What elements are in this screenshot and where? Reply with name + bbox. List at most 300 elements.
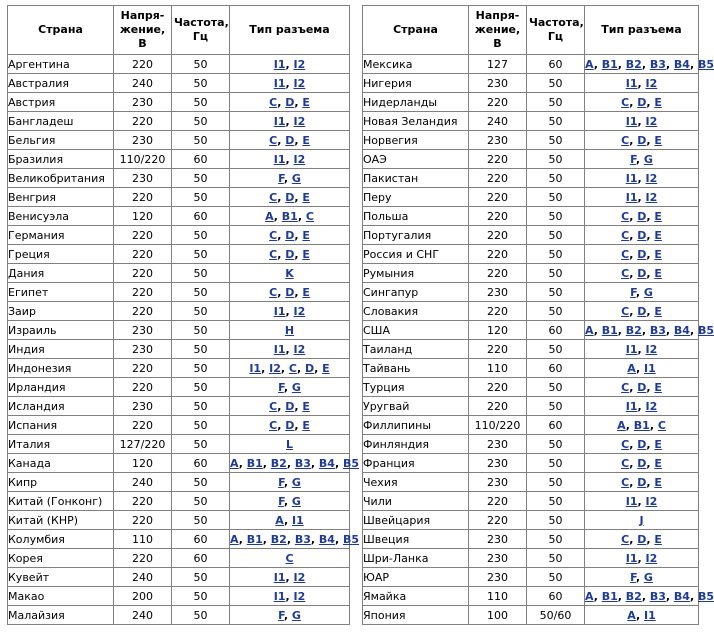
plug-type-link[interactable]: C (269, 285, 278, 299)
country-cell: Румыния (363, 264, 469, 283)
plug-type-link[interactable]: E (302, 399, 310, 413)
voltage-cell: 220 (469, 150, 527, 169)
plug-types-cell: F, G (230, 492, 350, 511)
plug-type-link[interactable]: F (278, 380, 284, 394)
country-cell: Испания (8, 416, 114, 435)
voltage-cell: 220 (469, 302, 527, 321)
plug-type-link[interactable]: I1 (625, 114, 638, 128)
voltage-cell: 230 (114, 169, 172, 188)
plug-type-link[interactable]: G (291, 494, 301, 508)
plug-type-link[interactable]: B1 (601, 57, 618, 71)
plug-types-cell: I1, I2 (230, 568, 350, 587)
country-cell: ОАЭ (363, 150, 469, 169)
plug-type-link[interactable]: B2 (625, 323, 642, 337)
plug-type-link[interactable]: B2 (625, 57, 642, 71)
plug-type-link[interactable]: B1 (601, 323, 618, 337)
plug-type-link[interactable]: D (637, 247, 647, 261)
plug-types-cell: F, G (230, 473, 350, 492)
voltage-cell: 230 (469, 435, 527, 454)
country-cell: Чехия (363, 473, 469, 492)
country-cell: Канада (8, 454, 114, 473)
plug-type-link[interactable]: E (654, 247, 662, 261)
plug-type-link[interactable]: C (269, 399, 278, 413)
table-row (8, 93, 350, 112)
plug-type-link[interactable]: A (230, 532, 239, 546)
plug-type-link[interactable]: B5 (697, 323, 714, 337)
plug-type-link[interactable]: D (637, 95, 647, 109)
plug-type-link[interactable]: I1 (273, 304, 286, 318)
plug-type-link[interactable]: I1 (273, 589, 286, 603)
country-cell: Индонезия (8, 359, 114, 378)
country-cell: Франция (363, 454, 469, 473)
plug-type-link[interactable]: I2 (293, 304, 306, 318)
frequency-cell: 50 (172, 245, 230, 264)
country-cell: Австрия (8, 93, 114, 112)
plug-type-link[interactable]: E (302, 95, 310, 109)
voltage-cell: 220 (114, 416, 172, 435)
plug-type-link[interactable]: I2 (645, 342, 658, 356)
voltage-cell: 220 (469, 169, 527, 188)
plug-type-link[interactable]: C (657, 418, 666, 432)
voltage-cell: 120 (114, 207, 172, 226)
plug-types-cell: C, D, E (585, 226, 699, 245)
plug-type-link[interactable]: I2 (293, 76, 306, 90)
plug-type-link[interactable]: D (637, 380, 647, 394)
plug-type-link[interactable]: E (654, 437, 662, 451)
plug-type-link[interactable]: B2 (270, 532, 287, 546)
table-row (8, 492, 350, 511)
plug-type-link[interactable]: G (291, 608, 301, 622)
plug-type-link[interactable]: A (275, 513, 284, 527)
plug-type-link[interactable]: B3 (649, 57, 666, 71)
frequency-cell: 50 (527, 188, 585, 207)
plug-type-link[interactable]: D (637, 304, 647, 318)
plug-type-link[interactable]: D (285, 228, 295, 242)
voltage-cell: 230 (469, 131, 527, 150)
right-table-body (363, 55, 714, 625)
frequency-cell: 50 (527, 112, 585, 131)
table-row (8, 226, 350, 245)
plug-type-link[interactable]: C (621, 133, 630, 147)
voltage-cell: 240 (469, 112, 527, 131)
plug-type-link[interactable]: C (288, 361, 297, 375)
plug-type-link[interactable]: I2 (269, 361, 281, 375)
plug-type-link[interactable]: A (627, 608, 636, 622)
country-cell: Израиль (8, 321, 114, 340)
plug-type-link[interactable]: D (637, 532, 647, 546)
frequency-cell: 50 (172, 511, 230, 530)
plug-type-link[interactable]: D (304, 361, 315, 375)
plug-type-link[interactable]: D (637, 475, 647, 489)
country-cell: Египет (8, 283, 114, 302)
frequency-cell: 50 (527, 264, 585, 283)
table-row (363, 169, 699, 188)
plug-type-link[interactable]: G (643, 285, 653, 299)
table-row (363, 55, 699, 74)
plug-type-link[interactable]: E (654, 532, 662, 546)
plug-type-link[interactable]: E (302, 285, 310, 299)
plug-type-link[interactable]: C (621, 228, 630, 242)
plug-types-cell: I1, I2 (230, 340, 350, 359)
plug-type-link[interactable]: I1 (273, 57, 286, 71)
plug-type-link[interactable]: B1 (246, 532, 263, 546)
plug-type-link[interactable]: I2 (293, 589, 306, 603)
country-cell: Тайвань (363, 359, 469, 378)
plug-type-link[interactable]: I2 (645, 494, 658, 508)
plug-type-link[interactable]: B4 (673, 323, 690, 337)
table-row (363, 511, 699, 530)
plug-type-link[interactable]: D (285, 133, 295, 147)
plug-type-link[interactable]: I1 (249, 361, 262, 375)
frequency-cell: 50 (172, 606, 230, 625)
country-cell: Китай (Гонконг) (8, 492, 114, 511)
frequency-cell: 50 (527, 150, 585, 169)
country-cell: Дания (8, 264, 114, 283)
plug-type-link[interactable]: I1 (625, 76, 638, 90)
plug-type-link[interactable]: I1 (625, 494, 638, 508)
voltage-cell: 100 (469, 606, 527, 625)
voltage-cell: 230 (469, 568, 527, 587)
plug-type-link[interactable]: I1 (625, 399, 638, 413)
table-row (363, 112, 699, 131)
frequency-cell: 50 (172, 74, 230, 93)
plug-type-link[interactable]: E (302, 418, 310, 432)
plug-types-cell: C, D, E (585, 245, 699, 264)
plug-types-cell: A, B1, C (230, 207, 350, 226)
table-row (8, 112, 350, 131)
plug-type-link[interactable]: E (302, 228, 310, 242)
plug-type-link[interactable]: C (621, 266, 630, 280)
plug-type-link[interactable]: B1 (281, 209, 298, 223)
plug-type-link[interactable]: D (285, 285, 295, 299)
plug-type-link[interactable]: I1 (273, 114, 286, 128)
frequency-cell: 50 (527, 473, 585, 492)
table-row (8, 530, 350, 549)
plug-types-cell: C, D, E (585, 264, 699, 283)
plug-type-link[interactable]: C (305, 209, 314, 223)
country-cell: Нигерия (363, 74, 469, 93)
plug-types-cell: C, D, E (230, 188, 350, 207)
country-cell: Швейцария (363, 511, 469, 530)
plug-type-link[interactable]: F (278, 475, 284, 489)
table-row (363, 245, 699, 264)
plug-type-link[interactable]: D (637, 228, 647, 242)
voltage-cell: 220 (114, 549, 172, 568)
plug-types-cell: C, D, E (585, 378, 699, 397)
plug-types-cell: C, D, E (585, 207, 699, 226)
plug-type-link[interactable]: D (285, 418, 295, 432)
plug-type-link[interactable]: B3 (294, 456, 311, 470)
plug-type-link[interactable]: G (643, 152, 653, 166)
table-row (363, 530, 699, 549)
voltage-cell: 127 (469, 55, 527, 74)
plug-type-link[interactable]: B2 (270, 456, 287, 470)
plug-type-link[interactable]: B2 (625, 589, 642, 603)
plug-type-link[interactable]: E (654, 266, 662, 280)
plug-type-link[interactable]: B3 (294, 532, 311, 546)
plug-type-link[interactable]: A (230, 456, 239, 470)
plug-type-link[interactable]: G (291, 171, 301, 185)
table-row (363, 492, 699, 511)
plug-type-link[interactable]: C (269, 95, 278, 109)
plug-type-link[interactable]: F (278, 608, 284, 622)
plug-type-link[interactable]: C (621, 304, 630, 318)
voltage-cell: 200 (114, 587, 172, 606)
plug-type-link[interactable]: A (265, 209, 274, 223)
plug-type-link[interactable]: C (621, 475, 630, 489)
plug-type-link[interactable]: D (285, 95, 295, 109)
plug-type-link[interactable]: B5 (697, 57, 714, 71)
frequency-cell: 50 (527, 169, 585, 188)
plug-type-link[interactable]: B3 (649, 323, 666, 337)
plug-type-link[interactable]: I1 (273, 76, 286, 90)
frequency-cell: 50 (527, 131, 585, 150)
plug-type-link[interactable]: C (621, 95, 630, 109)
plug-type-link[interactable]: I2 (645, 551, 658, 565)
plug-types-cell: A, B1, B2, B3, B4, B5 (585, 55, 699, 74)
plug-type-link[interactable]: C (621, 532, 630, 546)
plug-types-cell: A, B1, B2, B3, B4, B5 (585, 321, 699, 340)
country-cell: Финляндия (363, 435, 469, 454)
plug-types-cell: F, G (585, 283, 699, 302)
plug-type-link[interactable]: C (269, 133, 278, 147)
country-cell: Россия и СНГ (363, 245, 469, 264)
left-country-table (7, 5, 360, 625)
frequency-cell: 50 (527, 93, 585, 112)
plug-type-link[interactable]: C (621, 247, 630, 261)
plug-type-link[interactable]: C (621, 456, 630, 470)
country-cell: Италия (8, 435, 114, 454)
plug-types-cell: I1, I2 (230, 150, 350, 169)
plug-type-link[interactable]: A (617, 418, 626, 432)
plug-type-link[interactable]: D (285, 399, 295, 413)
plug-type-link[interactable]: A (627, 361, 636, 375)
plug-type-link[interactable]: I1 (291, 513, 304, 527)
plug-types-cell: C, D, E (585, 530, 699, 549)
plug-type-link[interactable]: F (630, 570, 636, 584)
table-row (8, 131, 350, 150)
frequency-cell: 50 (527, 245, 585, 264)
plug-type-link[interactable]: I2 (293, 57, 306, 71)
plug-type-link[interactable]: D (637, 133, 647, 147)
table-row (8, 245, 350, 264)
plug-type-link[interactable]: I1 (625, 190, 638, 204)
frequency-cell: 50/60 (527, 606, 585, 625)
plug-type-link[interactable]: F (278, 171, 284, 185)
plug-type-link[interactable]: B4 (673, 589, 690, 603)
plug-types-cell: F, G (230, 169, 350, 188)
frequency-cell: 50 (527, 511, 585, 530)
voltage-cell: 220 (114, 492, 172, 511)
plug-type-link[interactable]: B3 (649, 589, 666, 603)
frequency-cell: 50 (527, 207, 585, 226)
plug-type-link[interactable]: J (639, 513, 644, 527)
country-cell: Кувейт (8, 568, 114, 587)
plug-type-link[interactable]: D (285, 190, 295, 204)
plug-type-link[interactable]: I1 (625, 171, 638, 185)
plug-type-link[interactable]: I1 (625, 342, 638, 356)
plug-types-cell: C, D, E (230, 226, 350, 245)
plug-types-cell (230, 264, 350, 283)
table-row (8, 283, 350, 302)
plug-types-cell: I1, I2, C, D, E (230, 359, 350, 378)
plug-type-link[interactable]: I2 (645, 114, 658, 128)
plug-type-link[interactable]: E (654, 209, 662, 223)
plug-type-link[interactable]: I1 (273, 152, 286, 166)
plug-type-link[interactable]: I2 (293, 342, 306, 356)
frequency-cell: 60 (527, 416, 585, 435)
frequency-cell: 60 (527, 55, 585, 74)
table-row (8, 264, 350, 283)
plug-type-link[interactable]: I1 (643, 361, 656, 375)
plug-type-link[interactable]: I2 (645, 171, 658, 185)
frequency-cell: 50 (172, 283, 230, 302)
table-row (363, 264, 699, 283)
frequency-cell: 50 (172, 378, 230, 397)
plug-type-link[interactable]: D (285, 247, 295, 261)
plug-type-link[interactable]: C (621, 437, 630, 451)
plug-type-link[interactable]: E (654, 133, 662, 147)
plug-type-link[interactable]: A (585, 589, 594, 603)
country-cell: Филлипины (363, 416, 469, 435)
plug-type-link[interactable]: B5 (342, 456, 360, 470)
plug-type-link[interactable]: A (585, 57, 594, 71)
frequency-cell: 50 (172, 321, 230, 340)
voltage-cell: 110 (114, 530, 172, 549)
plug-type-link[interactable]: A (585, 323, 594, 337)
frequency-cell: 50 (527, 454, 585, 473)
plug-type-link[interactable]: I1 (273, 570, 286, 584)
table-row (8, 74, 350, 93)
country-cell: Индия (8, 340, 114, 359)
country-cell: ЮАР (363, 568, 469, 587)
plug-type-link[interactable]: G (291, 475, 301, 489)
voltage-cell: 240 (114, 74, 172, 93)
plug-type-link[interactable]: G (291, 380, 301, 394)
voltage-cell: 110/220 (469, 416, 527, 435)
frequency-cell: 50 (172, 131, 230, 150)
plug-type-link[interactable]: I2 (293, 570, 306, 584)
plug-type-link[interactable]: D (637, 437, 647, 451)
country-cell: Словакия (363, 302, 469, 321)
voltage-cell: 120 (469, 321, 527, 340)
plug-types-cell: F, G (230, 606, 350, 625)
plug-type-link[interactable]: B1 (633, 418, 650, 432)
plug-type-link[interactable]: B4 (318, 532, 335, 546)
voltage-cell: 220 (469, 397, 527, 416)
header-voltage: Напря-жение, В (114, 6, 172, 55)
country-cell: Новая Зеландия (363, 112, 469, 131)
plug-type-link[interactable]: B4 (673, 57, 690, 71)
plug-type-link[interactable]: C (285, 551, 294, 565)
left-table-body (8, 55, 360, 625)
plug-type-link[interactable]: I2 (645, 190, 658, 204)
plug-type-link[interactable]: E (654, 456, 662, 470)
plug-type-link[interactable]: C (269, 247, 278, 261)
country-cell: Чили (363, 492, 469, 511)
plug-type-link[interactable]: I1 (273, 342, 286, 356)
plug-type-link[interactable]: H (284, 323, 295, 337)
frequency-cell: 50 (172, 435, 230, 454)
plug-types-cell: C, D, E (230, 283, 350, 302)
voltage-cell: 240 (114, 473, 172, 492)
plug-types-cell: F, G (585, 568, 699, 587)
frequency-cell: 60 (172, 150, 230, 169)
country-cell: Бангладеш (8, 112, 114, 131)
table-row (8, 207, 350, 226)
frequency-cell: 50 (172, 188, 230, 207)
plug-type-link[interactable]: I2 (645, 76, 658, 90)
plug-type-link[interactable]: E (654, 380, 662, 394)
voltage-cell: 120 (114, 454, 172, 473)
plug-types-cell: C, D, E (585, 454, 699, 473)
table-row (363, 207, 699, 226)
plug-type-link[interactable]: B1 (601, 589, 618, 603)
plug-type-link[interactable]: C (621, 380, 630, 394)
table-row (8, 302, 350, 321)
plug-type-link[interactable]: D (637, 209, 647, 223)
plug-type-link[interactable]: G (643, 570, 653, 584)
plug-types-cell: I1, I2 (230, 302, 350, 321)
plug-type-link[interactable]: I1 (625, 551, 638, 565)
plug-type-link[interactable]: E (322, 361, 330, 375)
country-cell: Турция (363, 378, 469, 397)
plug-type-link[interactable]: E (302, 190, 310, 204)
plug-type-link[interactable]: E (654, 95, 662, 109)
plug-type-link[interactable]: E (654, 475, 662, 489)
frequency-cell: 60 (527, 359, 585, 378)
plug-type-link[interactable]: F (630, 152, 636, 166)
plug-type-link[interactable]: F (630, 285, 636, 299)
plug-type-link[interactable]: I2 (293, 114, 306, 128)
plug-types-cell: I1, I2 (585, 397, 699, 416)
plug-type-link[interactable]: C (269, 418, 278, 432)
plug-type-link[interactable]: B1 (246, 456, 263, 470)
frequency-cell: 50 (527, 302, 585, 321)
plug-type-link[interactable]: B5 (697, 589, 714, 603)
plug-type-link[interactable]: I2 (645, 399, 658, 413)
plug-type-link[interactable]: C (621, 209, 630, 223)
plug-type-link[interactable]: E (654, 304, 662, 318)
plug-types-cell: C, D, E (230, 245, 350, 264)
plug-type-link[interactable]: C (269, 228, 278, 242)
country-cell: Корея (8, 549, 114, 568)
table-row (363, 150, 699, 169)
plug-type-link[interactable]: L (285, 437, 293, 451)
voltage-cell: 220 (114, 302, 172, 321)
plug-type-link[interactable]: E (654, 228, 662, 242)
frequency-cell: 60 (172, 207, 230, 226)
plug-type-link[interactable]: K (285, 266, 294, 280)
plug-type-link[interactable]: B5 (342, 532, 360, 546)
plug-type-link[interactable]: I1 (643, 608, 656, 622)
table-header-row (8, 6, 350, 55)
plug-types-cell: C, D, E (230, 93, 350, 112)
plug-type-link[interactable]: D (637, 266, 647, 280)
plug-types-cell: I1, I2 (585, 169, 699, 188)
plug-type-link[interactable]: I2 (293, 152, 306, 166)
table-row (8, 378, 350, 397)
plug-types-cell: C, D, E (585, 131, 699, 150)
plug-type-link[interactable]: B4 (318, 456, 335, 470)
plug-type-link[interactable]: D (637, 456, 647, 470)
plug-type-link[interactable]: E (302, 133, 310, 147)
plug-type-link[interactable]: C (269, 190, 278, 204)
plug-type-link[interactable]: E (302, 247, 310, 261)
voltage-cell: 220 (114, 511, 172, 530)
voltage-cell: 230 (469, 549, 527, 568)
plug-type-link[interactable]: F (278, 494, 284, 508)
